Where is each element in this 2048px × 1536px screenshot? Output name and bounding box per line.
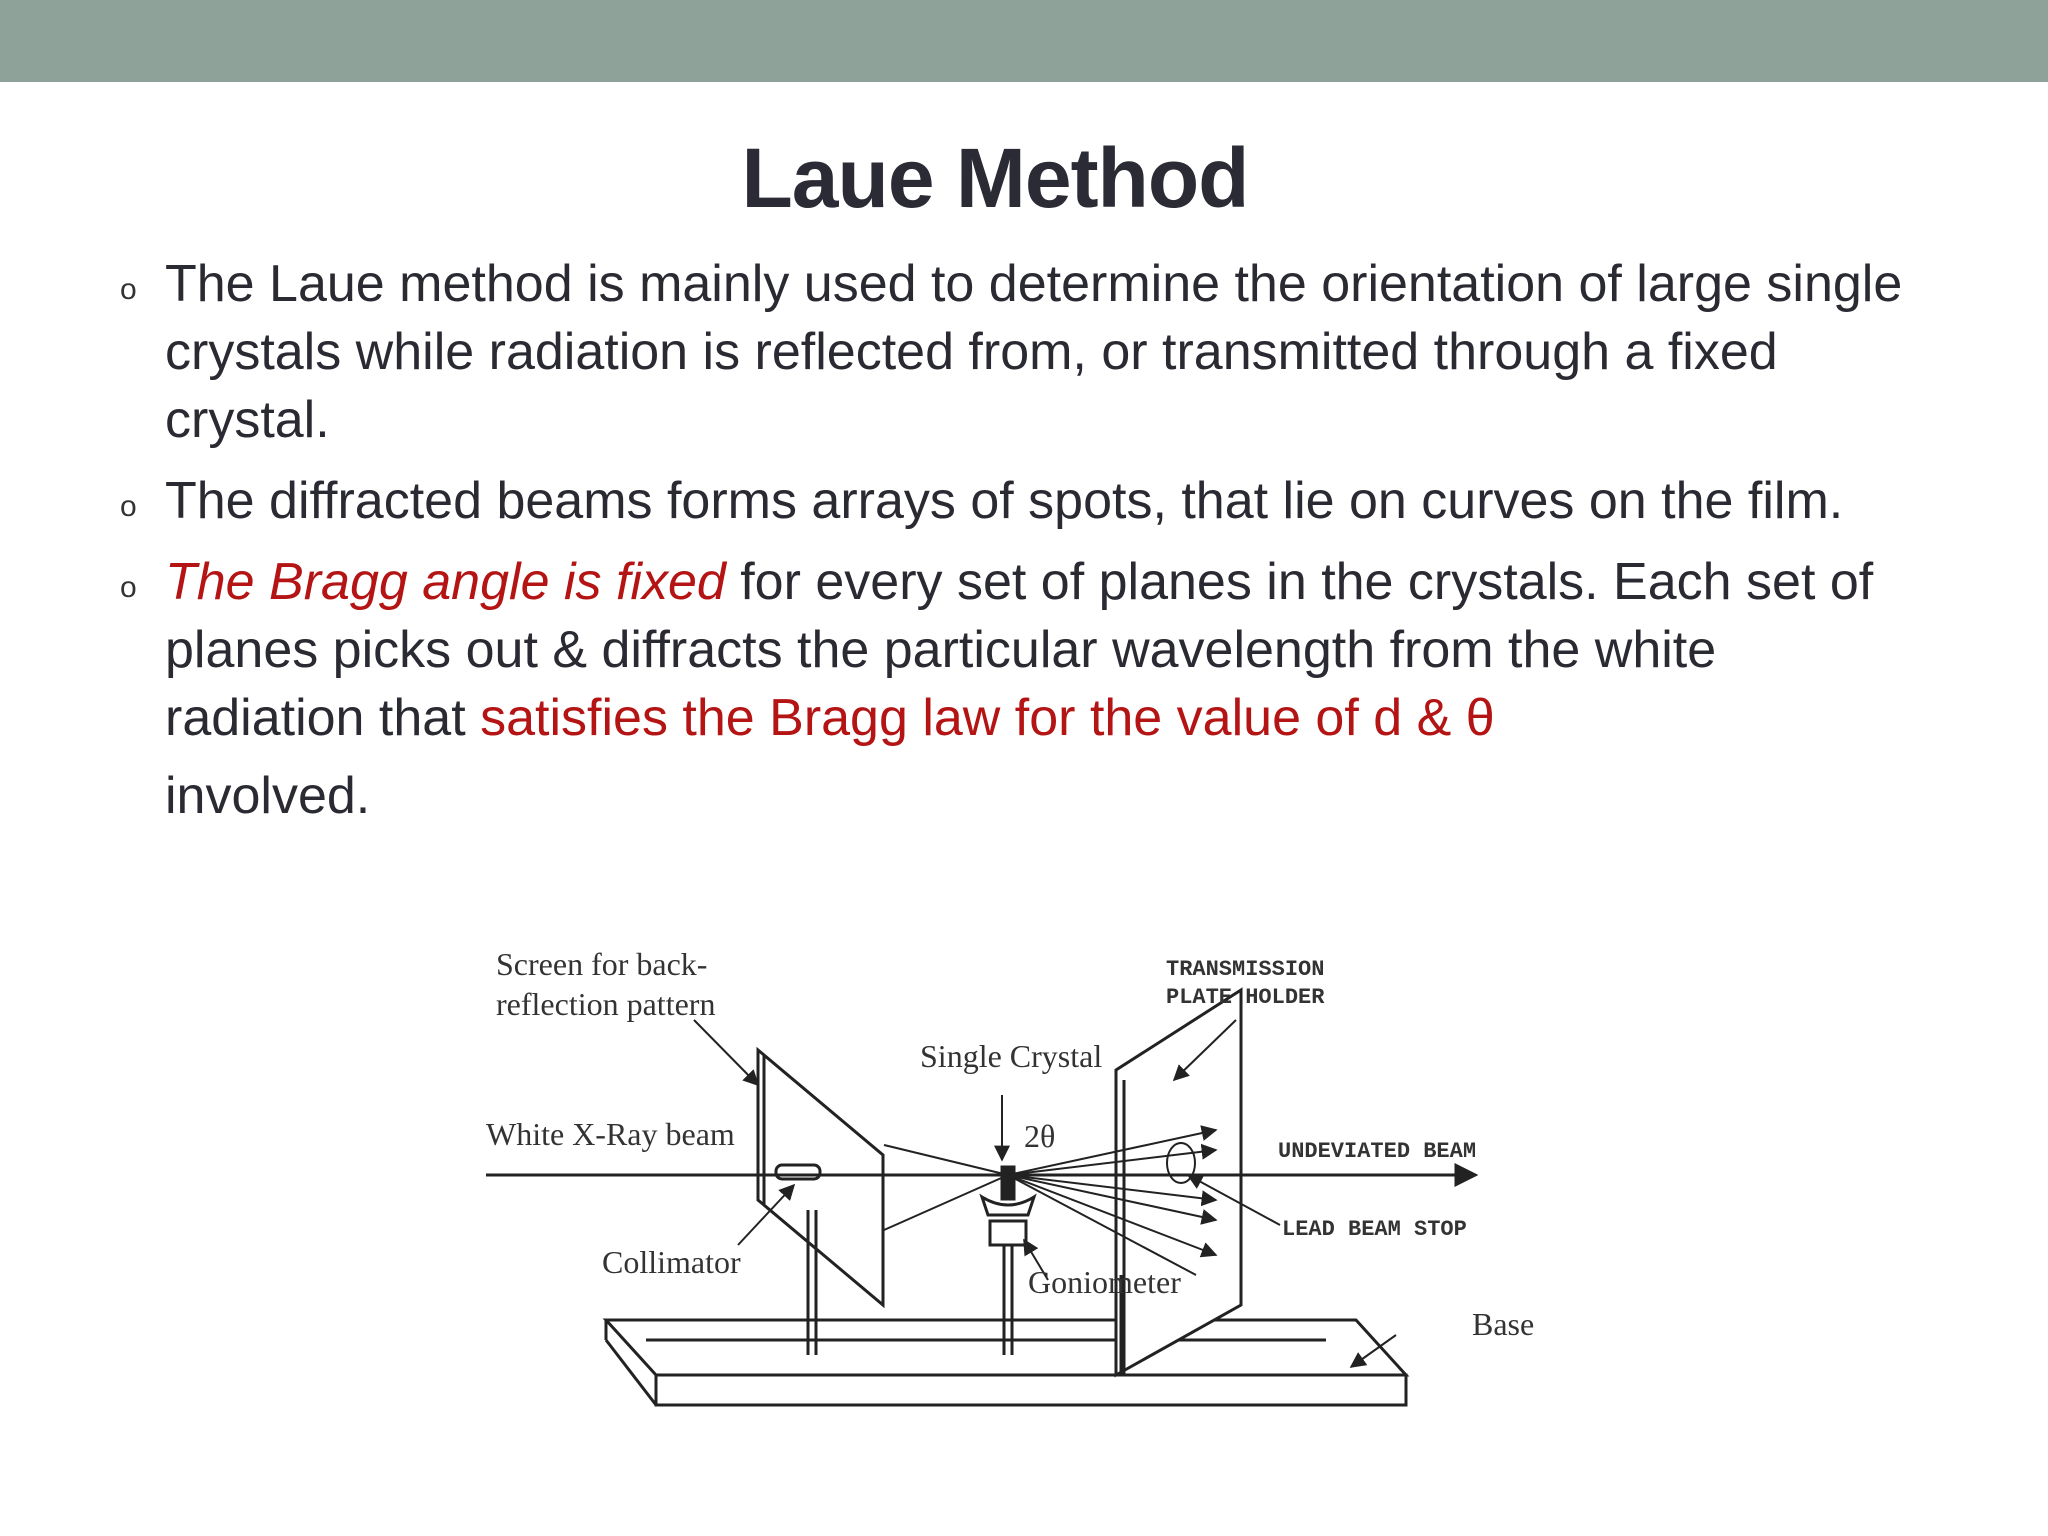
bullet-text-end: involved: [165, 767, 356, 825]
laue-apparatus-svg: [476, 935, 1536, 1435]
bullet-text: The Laue method is mainly used to determine the orientation of large single crystals while radiation is reflected from, or transmitted through a fixed crystal.: [165, 255, 1903, 449]
label-single-crystal: Single Crystal: [920, 1038, 1103, 1074]
bullet-list: [120, 250, 1920, 843]
laue-diagram: [476, 935, 1536, 1435]
base-plate: [606, 1320, 1406, 1405]
label-white-beam: White X-Ray beam: [486, 1116, 735, 1152]
bullet-marker: o: [120, 571, 137, 604]
single-crystal-sample: [1002, 1167, 1014, 1199]
bullet-emphasis: The Bragg angle is fixed: [165, 553, 726, 611]
bullet-marker: o: [120, 273, 137, 306]
label-lead-beam-stop: LEAD BEAM STOP: [1282, 1217, 1467, 1242]
bullet-highlight: satisfies the Bragg law for the value of d & θ: [480, 689, 1495, 747]
label-transmission-line1: TRANSMISSION: [1166, 957, 1325, 982]
label-screen-line2: reflection pattern: [496, 986, 716, 1022]
label-base: Base: [1472, 1306, 1535, 1342]
label-goniometer: Goniometer: [1028, 1264, 1181, 1300]
label-undeviated-beam: UNDEVIATED BEAM: [1278, 1139, 1477, 1164]
bullet-item-2: [120, 467, 1920, 535]
bullet-item-1: [120, 250, 1920, 454]
label-collimator: Collimator: [602, 1244, 741, 1280]
label-screen-line1: Screen for back-: [496, 946, 708, 982]
label-transmission-line2: PLATE HOLDER: [1166, 985, 1325, 1010]
bullet-marker: o: [120, 490, 137, 523]
bullet-item-3: [120, 548, 1920, 830]
slide-title: Laue Method: [741, 131, 1249, 225]
top-bar: [0, 0, 2048, 82]
label-two-theta: 2θ: [1024, 1118, 1056, 1154]
bullet-text: The diffracted beams forms arrays of spots, that lie on curves on the film.: [165, 472, 1844, 530]
bullet-text: for every set of planes in the crystals. Each set of planes picks out & diffracts the particular wavelength from the white radiation that: [165, 553, 1874, 747]
bullet-period: .: [355, 767, 371, 825]
